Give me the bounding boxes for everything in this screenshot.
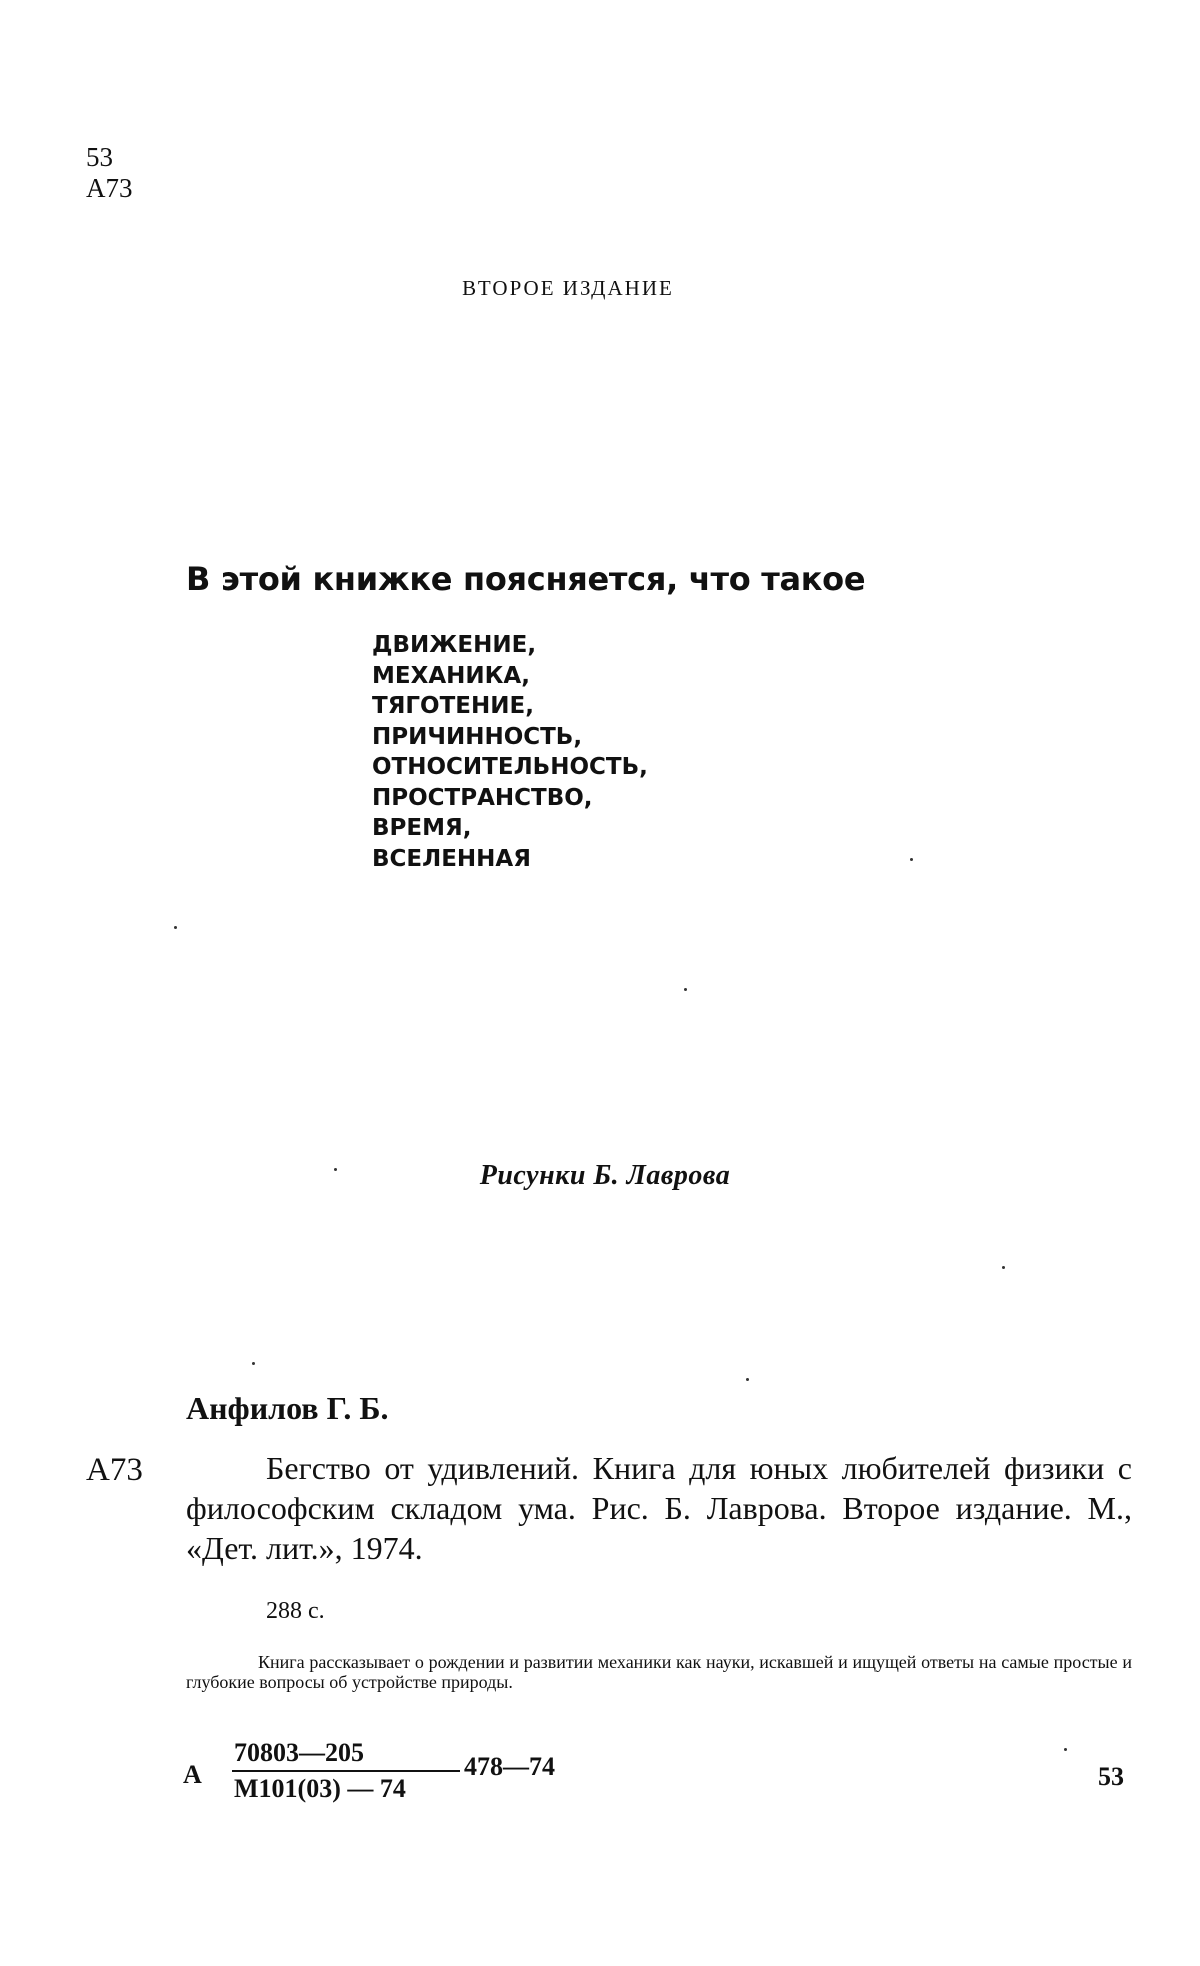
index-letter: А [183, 1760, 202, 1789]
topics-list [372, 630, 648, 874]
intro-line: В этой книжке поясняется, что такое [186, 560, 866, 598]
index-suffix: 478—74 [464, 1752, 555, 1781]
index-denominator: М101(03) — 74 [234, 1774, 406, 1803]
bibliographic-description: Бегство от удивлений. Книга для юных любителей физики с философским складом ума. Рис. Б. Лаврова. Второе издание. М., «Дет. лит.», 1974. [186, 1450, 1132, 1566]
scan-speck [746, 1378, 749, 1381]
scan-speck [1064, 1748, 1067, 1751]
catalog-code: А73 [86, 173, 133, 203]
catalog-udc: 53 [1098, 1762, 1124, 1791]
udc-top-block [86, 142, 133, 204]
scan-speck [174, 926, 177, 929]
scan-speck [910, 858, 913, 861]
catalog-card-code: А73 [86, 1452, 143, 1488]
scan-speck [252, 1362, 255, 1365]
fraction-line [232, 1770, 460, 1772]
illustrations-credit: Рисунки Б. Лаврова [479, 1160, 731, 1191]
scan-speck [334, 1168, 337, 1171]
edition-label: ВТОРОЕ ИЗДАНИЕ [462, 276, 674, 300]
topic-item: ОТНОСИТЕЛЬНОСТЬ, [372, 754, 648, 780]
page-count: 288 с. [266, 1598, 325, 1624]
topic-item: ПРОСТРАНСТВО, [372, 784, 593, 811]
catalog-author: Анфилов Г. Б. [186, 1390, 389, 1426]
topic-item: ТЯГОТЕНИЕ, [372, 693, 534, 719]
scan-speck [684, 988, 687, 991]
annotation: Книга рассказывает о рождении и развитии механики как науки, искавшей и ищущей ответы на самые простые и глубокие вопросы об устройстве природы. [186, 1652, 1132, 1692]
scan-speck [1002, 1266, 1005, 1269]
topic-item: ВРЕМЯ, [372, 815, 472, 841]
udc-number: 53 [86, 142, 113, 172]
index-numerator: 70803—205 [234, 1738, 364, 1767]
topic-item: МЕХАНИКА, [372, 662, 530, 689]
topic-item: ДВИЖЕНИЕ, [372, 632, 537, 658]
topic-item: ВСЕЛЕННАЯ [372, 845, 531, 872]
topic-item: ПРИЧИННОСТЬ, [372, 723, 583, 750]
